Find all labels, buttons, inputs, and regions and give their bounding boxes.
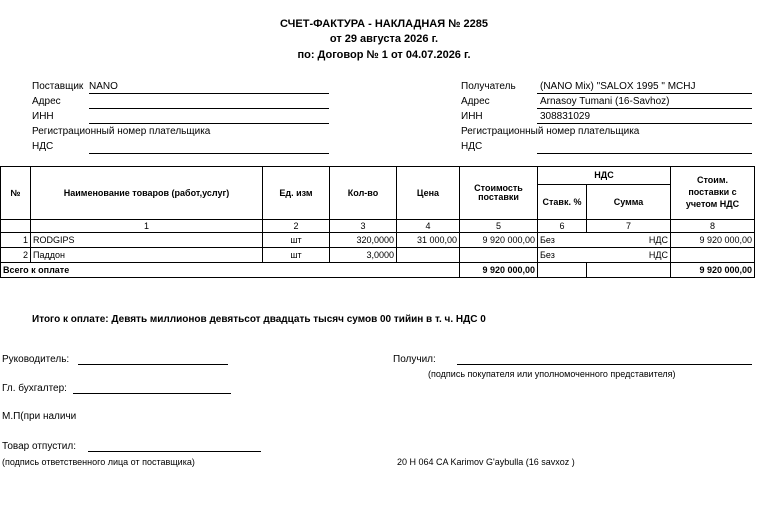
- row-price: [397, 248, 460, 263]
- table-row: [1, 233, 755, 248]
- document-date: от 29 августа 2026 г.: [329, 33, 439, 45]
- director-signature-line: [78, 364, 228, 365]
- document-contract: по: Договор № 1 от 04.07.2026 г.: [297, 49, 471, 61]
- col-number: 6: [538, 220, 587, 233]
- total-vat-rate: [538, 263, 587, 278]
- total-with-vat: 9 920 000,00: [671, 263, 755, 278]
- recipient-address-value: Arnasoy Tumani (16-Savhoz): [540, 96, 670, 107]
- supplier-value: NANO: [89, 81, 118, 92]
- recipient-vat-underline: [537, 153, 752, 154]
- header-unit: Ед. изм: [263, 167, 330, 220]
- col-number: 3: [330, 220, 397, 233]
- total-cost: 9 920 000,00: [460, 263, 538, 278]
- supplier-inn-underline: [89, 123, 329, 124]
- recipient-value: (NANO Mix) "SALOX 1995 " MCHJ: [540, 81, 696, 92]
- row-vat-rate: Без: [538, 248, 587, 263]
- row-cost: [460, 248, 538, 263]
- released-label: Товар отпустил:: [2, 441, 76, 452]
- recipient-inn-underline: [537, 123, 752, 124]
- header-name: Наименование товаров (работ,услуг): [31, 167, 263, 220]
- recipient-vat-label: НДС: [461, 141, 483, 152]
- supplier-underline: [89, 93, 329, 94]
- supplier-reg-label: Регистрационный номер плательщика: [32, 126, 211, 137]
- row-total: [671, 248, 755, 263]
- col-number: [1, 220, 31, 233]
- supplier-label: Поставщик: [32, 81, 84, 92]
- supplier-vat-label: НДС: [32, 141, 54, 152]
- row-name: Паддон: [31, 248, 263, 263]
- stamp-label: М.П(при наличи: [2, 411, 77, 422]
- invoice-table: [0, 166, 755, 278]
- header-cost: Стоимость поставки: [460, 167, 538, 220]
- recipient-inn-label: ИНН: [461, 111, 483, 122]
- table-header-row-1: [1, 167, 755, 185]
- recipient-reg-label: Регистрационный номер плательщика: [461, 126, 640, 137]
- col-number: 2: [263, 220, 330, 233]
- row-num: 2: [1, 248, 31, 263]
- col-number: 1: [31, 220, 263, 233]
- col-number: 7: [587, 220, 671, 233]
- recipient-address-underline: [537, 108, 752, 109]
- recipient-underline: [537, 93, 752, 94]
- released-note: (подпись ответственного лица от поставщика): [2, 457, 195, 467]
- row-price: 31 000,00: [397, 233, 460, 248]
- released-signature-line: [88, 451, 261, 452]
- row-unit: шт: [263, 248, 330, 263]
- director-label: Руководитель:: [2, 354, 70, 365]
- header-total-with-vat: Стоим. поставки с учетом НДС: [671, 167, 755, 220]
- header-num: №: [1, 167, 31, 220]
- row-num: 1: [1, 233, 31, 248]
- row-total: 9 920 000,00: [671, 233, 755, 248]
- recipient-label: Получатель: [461, 81, 516, 92]
- received-signature-line: [457, 364, 752, 365]
- recipient-address-label: Адрес: [461, 96, 490, 107]
- col-number: 4: [397, 220, 460, 233]
- col-number: 5: [460, 220, 538, 233]
- table-col-numbers-row: [1, 220, 755, 233]
- received-note: (подпись покупателя или уполномоченного представителя): [428, 369, 676, 379]
- row-qty: 3,0000: [330, 248, 397, 263]
- header-vat-sum: Сумма: [587, 185, 671, 220]
- received-label: Получил:: [393, 354, 436, 365]
- table-row: [1, 248, 755, 263]
- receiver-info: 20 H 064 CA Karimov G'aybulla (16 savxoz ): [397, 457, 575, 467]
- row-name: RODGIPS: [31, 233, 263, 248]
- col-number: 8: [671, 220, 755, 233]
- row-cost: 9 920 000,00: [460, 233, 538, 248]
- row-vat-sum: НДС: [587, 248, 671, 263]
- recipient-inn-value: 308831029: [540, 111, 591, 122]
- supplier-vat-underline: [89, 153, 329, 154]
- total-vat-sum: [587, 263, 671, 278]
- amount-in-words: Итого к оплате: Девять миллионов девятьсот двадцать тысяч сумов 00 тийин в т. ч. НДС 0: [32, 314, 486, 325]
- supplier-address-underline: [89, 108, 329, 109]
- row-unit: шт: [263, 233, 330, 248]
- supplier-inn-label: ИНН: [32, 111, 54, 122]
- row-vat-sum: НДС: [587, 233, 671, 248]
- total-label: Всего к оплате: [1, 263, 460, 278]
- header-vat-group: НДС: [538, 167, 671, 185]
- row-vat-rate: Без: [538, 233, 587, 248]
- header-price: Цена: [397, 167, 460, 220]
- header-vat-rate: Ставк. %: [538, 185, 587, 220]
- accountant-signature-line: [73, 393, 231, 394]
- row-qty: 320,0000: [330, 233, 397, 248]
- header-qty: Кол-во: [330, 167, 397, 220]
- accountant-label: Гл. бухгалтер:: [2, 383, 67, 394]
- document-title: СЧЕТ-ФАКТУРА - НАКЛАДНАЯ № 2285: [280, 18, 488, 30]
- supplier-address-label: Адрес: [32, 96, 61, 107]
- table-total-row: [1, 263, 755, 278]
